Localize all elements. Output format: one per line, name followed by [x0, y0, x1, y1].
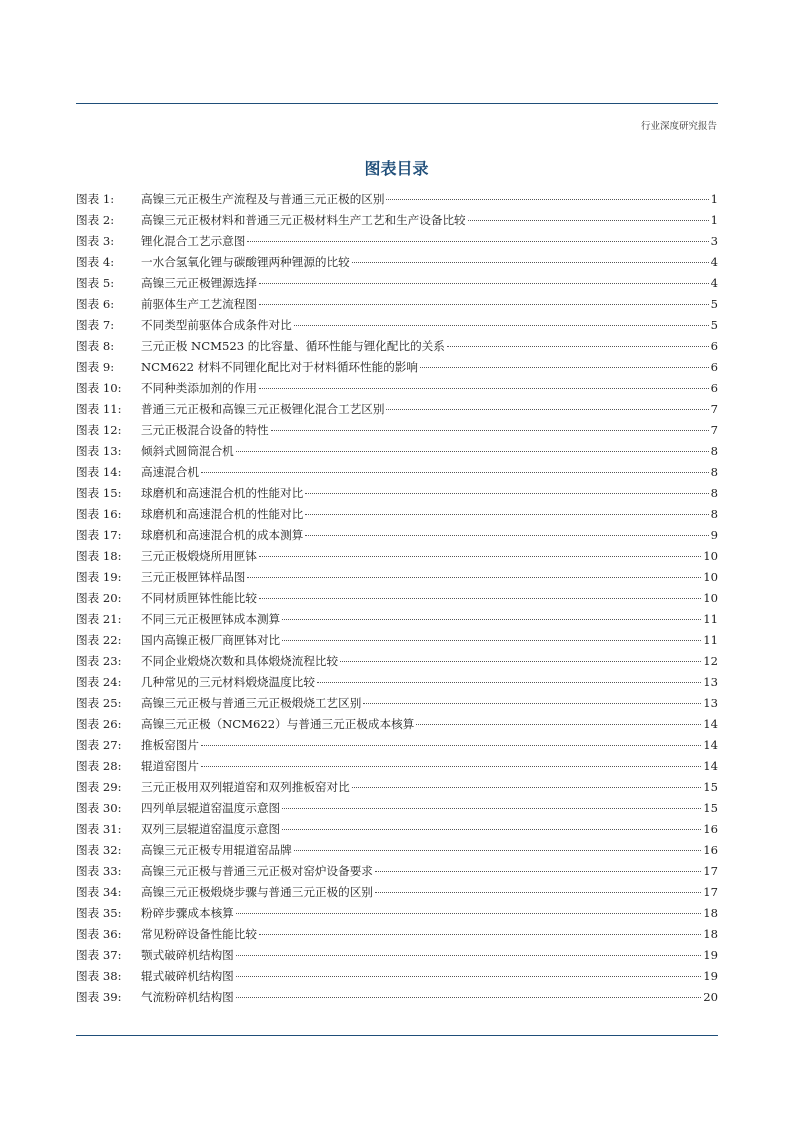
toc-entry-label: 图表 16: — [76, 507, 122, 521]
toc-dot-leader — [294, 325, 709, 326]
toc-entry-title: 颚式破碎机结构图 — [141, 948, 234, 962]
toc-entry-label: 图表 9: — [76, 360, 115, 374]
toc-entry-label: 图表 15: — [76, 486, 122, 500]
toc-entry[interactable] — [76, 609, 718, 630]
toc-entry-page: 13 — [703, 675, 718, 689]
toc-dot-leader — [259, 283, 709, 284]
toc-entry-label: 图表 7: — [76, 318, 115, 332]
toc-dot-leader — [201, 472, 709, 473]
toc-entry[interactable] — [76, 399, 718, 420]
toc-entry-page: 10 — [703, 570, 718, 584]
toc-entry-page: 14 — [703, 759, 718, 773]
toc-entry-title: 一水合氢氧化锂与碳酸锂两种锂源的比较 — [141, 255, 350, 269]
toc-dot-leader — [247, 577, 701, 578]
toc-entry-label: 图表 28: — [76, 759, 122, 773]
toc-entry-title: 三元正极匣钵样品图 — [141, 570, 246, 584]
toc-dot-leader — [236, 955, 701, 956]
toc-entry[interactable] — [76, 231, 718, 252]
toc-dot-leader — [201, 766, 701, 767]
toc-entry-title: 粉碎步骤成本核算 — [141, 906, 234, 920]
toc-dot-leader — [282, 640, 701, 641]
toc-entry-title: 常见粉碎设备性能比较 — [141, 927, 257, 941]
toc-entry-page: 20 — [703, 990, 718, 1004]
toc-dot-leader — [420, 367, 709, 368]
toc-entry-title: 高速混合机 — [141, 465, 199, 479]
toc-entry-page: 5 — [710, 318, 718, 332]
toc-entry-title: 三元正极 NCM523 的比容量、循环性能与锂化配比的关系 — [141, 339, 445, 353]
toc-dot-leader — [386, 199, 708, 200]
toc-entry-label: 图表 39: — [76, 990, 122, 1004]
toc-entry-page: 14 — [703, 738, 718, 752]
toc-entry-label: 图表 32: — [76, 843, 122, 857]
toc-entry-label: 图表 6: — [76, 297, 115, 311]
page-title: 图表目录 — [364, 159, 429, 178]
toc-entry[interactable] — [76, 714, 718, 735]
toc-dot-leader — [236, 913, 701, 914]
toc-entry-label: 图表 22: — [76, 633, 122, 647]
toc-dot-leader — [247, 241, 708, 242]
toc-dot-leader — [375, 871, 701, 872]
toc-entry-title: NCM622 材料不同锂化配比对于材料循环性能的影响 — [141, 360, 418, 374]
toc-dot-leader — [236, 976, 701, 977]
toc-entry-title: 普通三元正极和高镍三元正极锂化混合工艺区别 — [141, 402, 385, 416]
toc-entry-title: 双列三层辊道窑温度示意图 — [141, 822, 281, 836]
toc-dot-leader — [282, 619, 701, 620]
toc-entry-page: 16 — [703, 843, 718, 857]
toc-dot-leader — [305, 535, 708, 536]
toc-dot-leader — [340, 661, 701, 662]
toc-entry[interactable] — [76, 336, 718, 357]
toc-entry-title: 高镍三元正极专用辊道窑品牌 — [141, 843, 292, 857]
toc-entry-title: 几种常见的三元材料煅烧温度比较 — [141, 675, 315, 689]
toc-dot-leader — [282, 829, 701, 830]
toc-entry-page: 4 — [710, 255, 718, 269]
toc-entry-label: 图表 36: — [76, 927, 122, 941]
toc-entry-label: 图表 26: — [76, 717, 122, 731]
toc-entry-page: 18 — [703, 927, 718, 941]
toc-entry-title: 高镍三元正极生产流程及与普通三元正极的区别 — [141, 192, 385, 206]
toc-entry[interactable] — [76, 798, 718, 819]
toc-entry-page: 13 — [703, 696, 718, 710]
toc-entry[interactable] — [76, 420, 718, 441]
toc-entry-title: 国内高镍正极厂商匣钵对比 — [141, 633, 281, 647]
toc-entry[interactable] — [76, 693, 718, 714]
toc-dot-leader — [259, 556, 701, 557]
toc-entry-title: 不同三元正极匣钵成本测算 — [141, 612, 281, 626]
toc-entry-label: 图表 17: — [76, 528, 122, 542]
toc-entry-label: 图表 14: — [76, 465, 122, 479]
toc-entry-title: 三元正极用双列辊道窑和双列推板窑对比 — [141, 780, 350, 794]
toc-entry[interactable] — [76, 357, 718, 378]
toc-entry[interactable] — [76, 756, 718, 777]
toc-entry-page: 11 — [703, 633, 718, 647]
toc-entry[interactable] — [76, 273, 718, 294]
toc-entry-title: 高镍三元正极与普通三元正极煅烧工艺区别 — [141, 696, 362, 710]
toc-entry-label: 图表 20: — [76, 591, 122, 605]
toc-entry-label: 图表 4: — [76, 255, 115, 269]
toc-entry-page: 15 — [703, 780, 718, 794]
toc-entry[interactable] — [76, 861, 718, 882]
toc-dot-leader — [236, 451, 709, 452]
toc-dot-leader — [447, 346, 709, 347]
toc-dot-leader — [201, 745, 701, 746]
toc-entry-page: 7 — [710, 402, 718, 416]
toc-entry-title: 高镍三元正极煅烧步骤与普通三元正极的区别 — [141, 885, 373, 899]
toc-dot-leader — [305, 514, 708, 515]
toc-entry-page: 5 — [710, 297, 718, 311]
toc-entry-title: 球磨机和高速混合机的性能对比 — [141, 486, 304, 500]
toc-entry-title: 辊道窑图片 — [141, 759, 199, 773]
toc-entry-label: 图表 11: — [76, 402, 122, 416]
toc-entry[interactable] — [76, 840, 718, 861]
toc-dot-leader — [386, 409, 708, 410]
toc-entry-label: 图表 2: — [76, 213, 115, 227]
toc-entry[interactable] — [76, 462, 718, 483]
toc-entry-page: 1 — [710, 213, 718, 227]
toc-entry-page: 8 — [710, 465, 718, 479]
toc-entry[interactable] — [76, 504, 718, 525]
toc-entry-title: 前驱体生产工艺流程图 — [141, 297, 257, 311]
figure-list — [76, 189, 718, 1008]
toc-entry-title: 高镍三元正极材料和普通三元正极材料生产工艺和生产设备比较 — [141, 213, 466, 227]
toc-entry[interactable] — [76, 441, 718, 462]
toc-entry-label: 图表 33: — [76, 864, 122, 878]
toc-entry[interactable] — [76, 945, 718, 966]
toc-entry-page: 3 — [710, 234, 718, 248]
toc-entry-page: 8 — [710, 486, 718, 500]
toc-entry-page: 8 — [710, 507, 718, 521]
toc-entry[interactable] — [76, 378, 718, 399]
toc-entry[interactable] — [76, 651, 718, 672]
toc-entry[interactable] — [76, 525, 718, 546]
toc-entry[interactable] — [76, 882, 718, 903]
toc-entry-page: 18 — [703, 906, 718, 920]
footer-divider — [76, 1035, 718, 1036]
toc-entry[interactable] — [76, 189, 718, 210]
toc-entry-label: 图表 31: — [76, 822, 122, 836]
toc-entry-page: 6 — [710, 381, 718, 395]
toc-entry-page: 11 — [703, 612, 718, 626]
toc-dot-leader — [282, 808, 701, 809]
toc-dot-leader — [271, 430, 709, 431]
toc-entry[interactable] — [76, 252, 718, 273]
toc-entry-label: 图表 13: — [76, 444, 122, 458]
toc-dot-leader — [317, 682, 701, 683]
toc-entry[interactable] — [76, 819, 718, 840]
toc-entry-title: 推板窑图片 — [141, 738, 199, 752]
toc-entry-title: 三元正极混合设备的特性 — [141, 423, 269, 437]
toc-entry-page: 17 — [703, 864, 718, 878]
toc-entry-title: 锂化混合工艺示意图 — [141, 234, 246, 248]
toc-entry[interactable] — [76, 483, 718, 504]
toc-entry-label: 图表 38: — [76, 969, 122, 983]
toc-entry-label: 图表 35: — [76, 906, 122, 920]
toc-entry-title: 倾斜式圆筒混合机 — [141, 444, 234, 458]
toc-entry-label: 图表 30: — [76, 801, 122, 815]
toc-entry-page: 19 — [703, 948, 718, 962]
toc-entry-page: 10 — [703, 549, 718, 563]
toc-entry-title: 气流粉碎机结构图 — [141, 990, 234, 1004]
toc-entry-title: 球磨机和高速混合机的成本测算 — [141, 528, 304, 542]
toc-entry-label: 图表 12: — [76, 423, 122, 437]
toc-dot-leader — [259, 304, 709, 305]
toc-entry[interactable] — [76, 672, 718, 693]
toc-entry-page: 9 — [710, 528, 718, 542]
toc-entry-title: 不同材质匣钵性能比较 — [141, 591, 257, 605]
toc-entry[interactable] — [76, 924, 718, 945]
toc-entry[interactable] — [76, 210, 718, 231]
toc-entry-label: 图表 19: — [76, 570, 122, 584]
toc-entry-page: 16 — [703, 822, 718, 836]
toc-entry-title: 三元正极煅烧所用匣钵 — [141, 549, 257, 563]
toc-entry-label: 图表 29: — [76, 780, 122, 794]
toc-entry-label: 图表 18: — [76, 549, 122, 563]
toc-entry-page: 14 — [703, 717, 718, 731]
toc-entry-page: 1 — [710, 192, 718, 206]
toc-entry-page: 17 — [703, 885, 718, 899]
toc-entry[interactable] — [76, 735, 718, 756]
toc-entry-page: 6 — [710, 339, 718, 353]
toc-entry-page: 4 — [710, 276, 718, 290]
toc-dot-leader — [352, 787, 702, 788]
toc-entry-page: 8 — [710, 444, 718, 458]
report-type-label: 行业深度研究报告 — [640, 121, 717, 132]
toc-entry-title: 高镍三元正极与普通三元正极对窑炉设备要求 — [141, 864, 373, 878]
toc-dot-leader — [375, 892, 701, 893]
toc-dot-leader — [259, 388, 709, 389]
toc-dot-leader — [259, 934, 701, 935]
toc-entry[interactable] — [76, 588, 718, 609]
toc-entry[interactable] — [76, 966, 718, 987]
toc-entry-label: 图表 27: — [76, 738, 122, 752]
toc-entry-title: 不同类型前驱体合成条件对比 — [141, 318, 292, 332]
toc-entry[interactable] — [76, 567, 718, 588]
toc-entry[interactable] — [76, 777, 718, 798]
toc-entry-title: 不同种类添加剂的作用 — [141, 381, 257, 395]
toc-dot-leader — [352, 262, 709, 263]
toc-entry-page: 15 — [703, 801, 718, 815]
toc-entry-label: 图表 25: — [76, 696, 122, 710]
toc-entry-title: 球磨机和高速混合机的性能对比 — [141, 507, 304, 521]
toc-entry[interactable] — [76, 546, 718, 567]
toc-entry[interactable] — [76, 294, 718, 315]
toc-entry-label: 图表 23: — [76, 654, 122, 668]
toc-entry-label: 图表 10: — [76, 381, 122, 395]
toc-entry-label: 图表 8: — [76, 339, 115, 353]
toc-entry-label: 图表 5: — [76, 276, 115, 290]
toc-entry-label: 图表 24: — [76, 675, 122, 689]
toc-entry[interactable] — [76, 630, 718, 651]
toc-dot-leader — [305, 493, 708, 494]
toc-dot-leader — [468, 220, 709, 221]
toc-entry-title: 高镍三元正极（NCM622）与普通三元正极成本核算 — [141, 717, 415, 731]
toc-entry-title: 高镍三元正极锂源选择 — [141, 276, 257, 290]
toc-dot-leader — [294, 850, 702, 851]
toc-entry-page: 6 — [710, 360, 718, 374]
toc-entry-page: 12 — [703, 654, 718, 668]
toc-entry-label: 图表 34: — [76, 885, 122, 899]
toc-entry[interactable] — [76, 903, 718, 924]
toc-dot-leader — [416, 724, 701, 725]
toc-entry-label: 图表 3: — [76, 234, 115, 248]
toc-dot-leader — [236, 997, 701, 998]
toc-entry-title: 不同企业煅烧次数和具体煅烧流程比较 — [141, 654, 339, 668]
toc-entry[interactable] — [76, 987, 718, 1008]
toc-entry-label: 图表 37: — [76, 948, 122, 962]
toc-entry-page: 10 — [703, 591, 718, 605]
toc-entry-page: 19 — [703, 969, 718, 983]
header-divider — [76, 103, 718, 104]
toc-entry[interactable] — [76, 315, 718, 336]
toc-entry-label: 图表 21: — [76, 612, 122, 626]
toc-dot-leader — [363, 703, 701, 704]
toc-entry-label: 图表 1: — [76, 192, 115, 206]
toc-entry-title: 辊式破碎机结构图 — [141, 969, 234, 983]
toc-entry-title: 四列单层辊道窑温度示意图 — [141, 801, 281, 815]
toc-entry-page: 7 — [710, 423, 718, 437]
toc-dot-leader — [259, 598, 701, 599]
